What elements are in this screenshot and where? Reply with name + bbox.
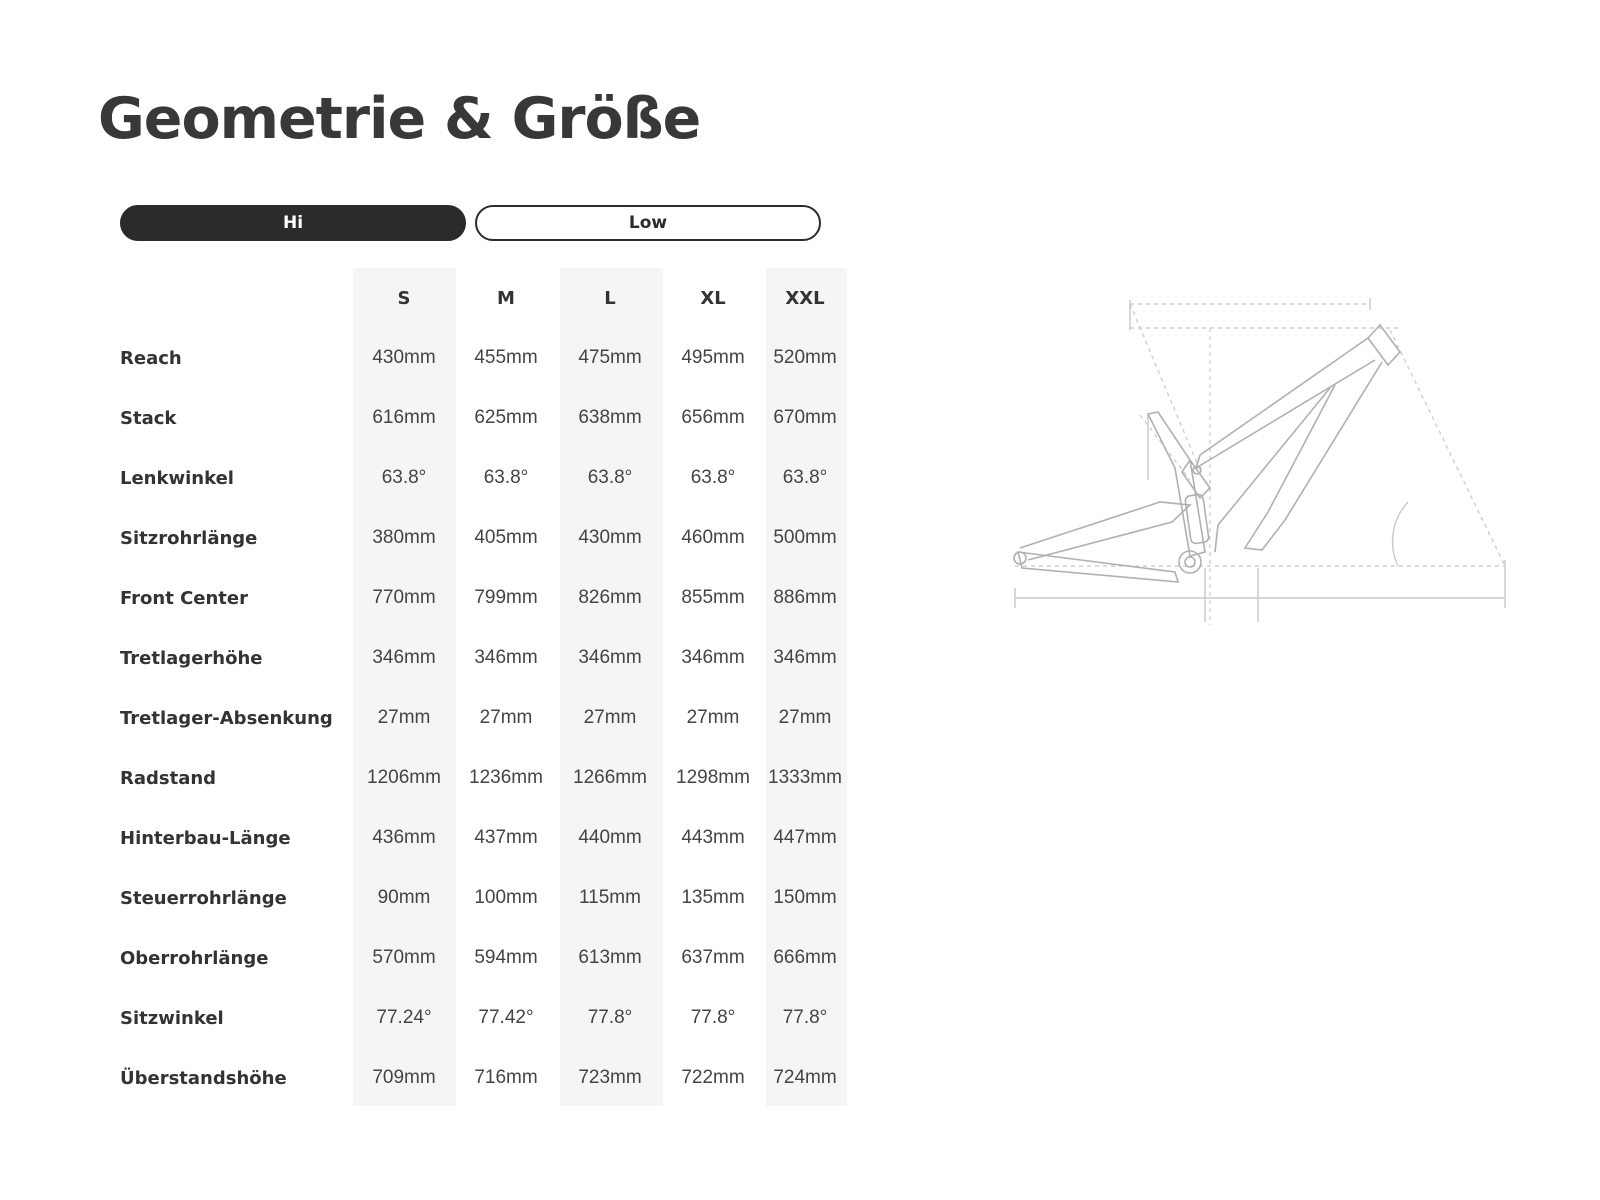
row-label-front-center: Front Center: [120, 587, 248, 609]
table-cell: 440mm: [578, 827, 642, 848]
size-header-m: M: [497, 287, 515, 309]
column-shade-xxl: [766, 268, 847, 1106]
table-cell: 346mm: [681, 647, 745, 668]
table-cell: 380mm: [372, 527, 436, 548]
table-row: [120, 998, 850, 1038]
row-label-reach: Reach: [120, 347, 182, 369]
table-cell: 27mm: [479, 707, 533, 728]
size-header-l: L: [604, 287, 616, 309]
row-label-hinterbau-länge: Hinterbau-Länge: [120, 827, 291, 849]
row-label-steuerrohrlänge: Steuerrohrlänge: [120, 887, 287, 909]
table-cell: 656mm: [681, 407, 745, 428]
table-cell: 616mm: [372, 407, 436, 428]
table-cell: 63.8°: [782, 467, 828, 488]
table-cell: 150mm: [773, 887, 837, 908]
row-label-stack: Stack: [120, 407, 177, 429]
table-row: [120, 938, 850, 978]
table-cell: 1236mm: [469, 767, 543, 788]
row-label-tretlager-absenkung: Tretlager-Absenkung: [120, 707, 333, 729]
table-cell: 570mm: [372, 947, 436, 968]
table-cell: 27mm: [686, 707, 740, 728]
table-cell: 638mm: [578, 407, 642, 428]
table-cell: 723mm: [578, 1067, 642, 1088]
table-cell: 447mm: [773, 827, 837, 848]
table-cell: 346mm: [372, 647, 436, 668]
table-cell: 625mm: [474, 407, 538, 428]
table-cell: 500mm: [773, 527, 837, 548]
table-cell: 709mm: [372, 1067, 436, 1088]
table-cell: 613mm: [578, 947, 642, 968]
table-cell: 886mm: [773, 587, 837, 608]
page-title: Geometrie & Größe: [98, 86, 701, 152]
table-row: [120, 698, 850, 738]
table-row: [120, 458, 850, 498]
table-cell: 346mm: [474, 647, 538, 668]
table-cell: 63.8°: [381, 467, 427, 488]
table-cell: 430mm: [372, 347, 436, 368]
size-header-xl: XL: [700, 287, 726, 309]
table-cell: 724mm: [773, 1067, 837, 1088]
table-header-row: [120, 278, 850, 318]
table-cell: 770mm: [372, 587, 436, 608]
table-row: [120, 578, 850, 618]
table-cell: 1298mm: [676, 767, 750, 788]
row-label-lenkwinkel: Lenkwinkel: [120, 467, 234, 489]
column-shade-l: [560, 268, 663, 1106]
table-row: [120, 818, 850, 858]
table-row: [120, 518, 850, 558]
table-cell: 1333mm: [768, 767, 842, 788]
table-cell: 430mm: [578, 527, 642, 548]
row-label-sitzwinkel: Sitzwinkel: [120, 1007, 224, 1029]
table-cell: 63.8°: [483, 467, 529, 488]
table-cell: 666mm: [773, 947, 837, 968]
size-header-xxl: XXL: [785, 287, 825, 309]
table-row: [120, 878, 850, 918]
row-label-sitzrohrlänge: Sitzrohrlänge: [120, 527, 258, 549]
table-cell: 27mm: [583, 707, 637, 728]
table-cell: 1206mm: [367, 767, 441, 788]
table-cell: 77.42°: [478, 1007, 534, 1028]
table-cell: 722mm: [681, 1067, 745, 1088]
table-cell: 594mm: [474, 947, 538, 968]
table-row: [120, 1058, 850, 1098]
table-cell: 443mm: [681, 827, 745, 848]
row-label-oberrohrlänge: Oberrohrlänge: [120, 947, 269, 969]
table-cell: 455mm: [474, 347, 538, 368]
table-cell: 27mm: [778, 707, 832, 728]
table-cell: 63.8°: [690, 467, 736, 488]
toggle-hi-button[interactable]: Hi: [120, 205, 466, 241]
size-header-s: S: [397, 287, 411, 309]
table-cell: 799mm: [474, 587, 538, 608]
table-cell: 405mm: [474, 527, 538, 548]
table-cell: 520mm: [773, 347, 837, 368]
row-label-tretlagerhöhe: Tretlagerhöhe: [120, 647, 263, 669]
table-cell: 77.24°: [376, 1007, 432, 1028]
table-cell: 77.8°: [587, 1007, 633, 1028]
table-cell: 63.8°: [587, 467, 633, 488]
table-cell: 855mm: [681, 587, 745, 608]
table-cell: 637mm: [681, 947, 745, 968]
table-cell: 346mm: [773, 647, 837, 668]
row-label-radstand: Radstand: [120, 767, 217, 789]
table-row: [120, 638, 850, 678]
column-shade-s: [353, 268, 456, 1106]
table-cell: 460mm: [681, 527, 745, 548]
table-cell: 436mm: [372, 827, 436, 848]
table-cell: 670mm: [773, 407, 837, 428]
table-cell: 437mm: [474, 827, 538, 848]
table-cell: 100mm: [474, 887, 538, 908]
table-row: [120, 398, 850, 438]
table-cell: 90mm: [377, 887, 431, 908]
table-row: [120, 338, 850, 378]
table-cell: 115mm: [579, 887, 641, 908]
table-cell: 346mm: [578, 647, 642, 668]
table-cell: 77.8°: [690, 1007, 736, 1028]
table-cell: 475mm: [578, 347, 642, 368]
toggle-low-button[interactable]: Low: [475, 205, 821, 241]
table-cell: 1266mm: [573, 767, 647, 788]
bike-frame-geometry-icon: [1000, 290, 1520, 635]
table-cell: 135mm: [681, 887, 745, 908]
table-cell: 27mm: [377, 707, 431, 728]
table-cell: 826mm: [578, 587, 642, 608]
row-label-überstandshöhe: Überstandshöhe: [120, 1067, 287, 1089]
table-row: [120, 758, 850, 798]
table-cell: 716mm: [474, 1067, 538, 1088]
table-cell: 495mm: [681, 347, 745, 368]
table-cell: 77.8°: [782, 1007, 828, 1028]
